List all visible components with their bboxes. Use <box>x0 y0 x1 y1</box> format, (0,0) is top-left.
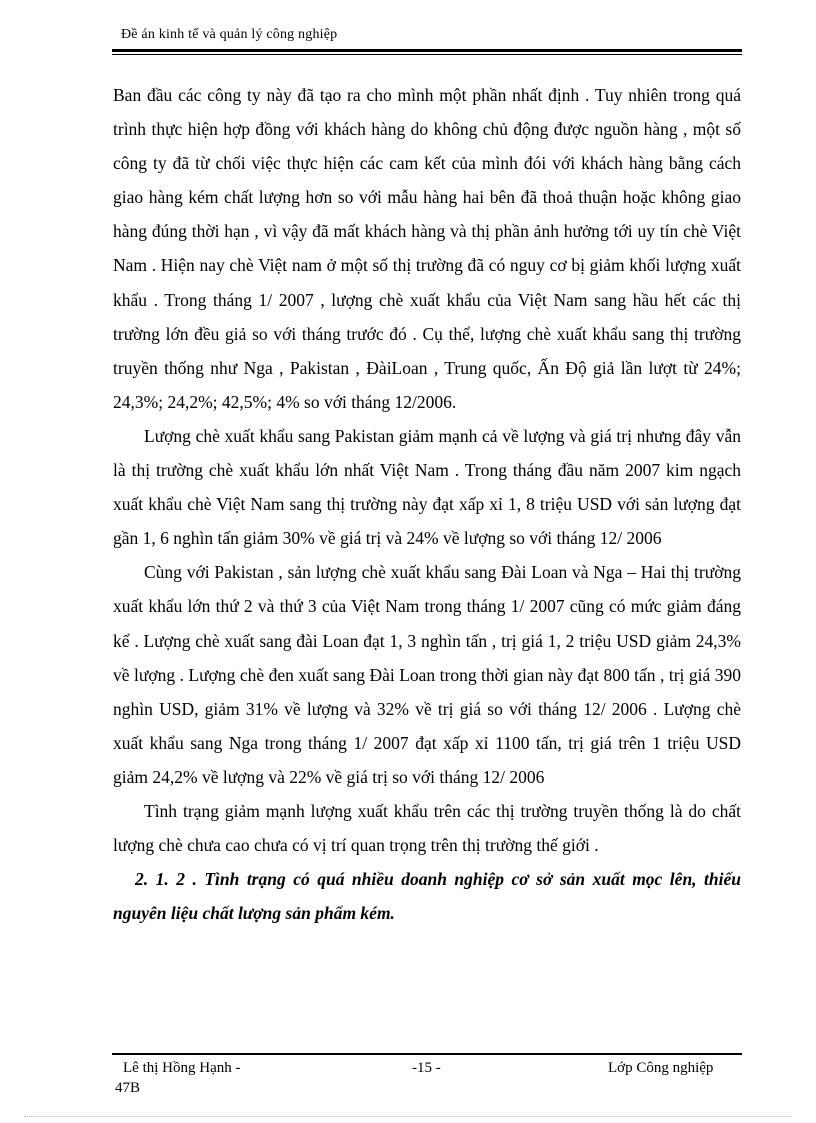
footer-author-name: Lê thị Hồng Hạnh - <box>123 1060 241 1076</box>
paragraph-1: Ban đầu các công ty này đã tạo ra cho mình một phần nhất định . Tuy nhiên trong quá trình thực hiện hợp đồng với khách hàng do không chủ động được nguồn hàng , một số công ty đã từ chối việc thực hiện các cam kết của mình đói với khách hàng bằng cách giao hàng kém chất lượng hơn so với mẫu hàng hai bên đã thoả thuận hoặc không giao hàng đúng thời hạn , vì vậy đã mất khách hàng và thị phần ảnh hưởng tới uy tín chè Việt Nam . Hiện nay chè Việt nam ở một số thị trường đã có nguy cơ bị giảm khối lượng xuất khẩu . Trong tháng 1/ 2007 , lượng chè xuất khẩu của Việt Nam sang hầu hết các thị trường lớn đều giả so với tháng trước đó . Cụ thể, lượng chè xuất khẩu sang thị trường truyền thống như Nga , Pakistan , ĐàiLoan , Trung quốc, Ấn Độ giả lần lượt từ 24%; 24,3%; 24,2%; 42,5%; 4% so với tháng 12/2006. <box>113 85 741 412</box>
footer-author-class-code: 47B <box>115 1080 141 1096</box>
section-heading: 2. 1. 2 . Tình trạng có quá nhiều doanh nghiệp cơ sở sản xuất mọc lên, thiếu nguyên liệu chất lượng sản phẩm kém. <box>113 869 741 924</box>
paragraph-3: Cùng với Pakistan , sản lượng chè xuất khẩu sang Đài Loan và Nga – Hai thị trường xuất khẩu lớn thứ 2 và thứ 3 của Việt Nam trong tháng 1/ 2007 cũng có mức giảm đáng kể . Lượng chè xuất sang đài Loan đạt 1, 3 nghìn tấn , trị giá 1, 2 triệu USD giảm 24,3% về lượng . Lượng chè đen xuất sang Đài Loan trong thời gian này đạt 800 tấn , trị giá 390 nghìn USD, giảm 31% về lượng và 32% về trị giá so với tháng 12/ 2006 . Lượng chè xuất khẩu sang Nga trong tháng 1/ 2007 đạt xấp xỉ 1100 tấn, trị giá trên 1 triệu USD giảm 24,2% về lượng và 22% về giá trị so với tháng 12/ 2006 <box>113 562 741 787</box>
paragraph-2: Lượng chè xuất khẩu sang Pakistan giảm mạnh cả về lượng và giá trị nhưng đây vẫn là thị trường chè xuất khẩu lớn nhất Việt Nam . Trong tháng đầu năm 2007 kim ngạch xuất khẩu chè Việt Nam sang thị trường này đạt xấp xỉ 1, 8 triệu USD với sản lượng đạt gần 1, 6 nghìn tấn giảm 30% về giá trị và 24% về lượng so với tháng 12/ 2006 <box>113 425 741 549</box>
header-rule <box>112 49 742 52</box>
footer-author <box>115 1058 275 1098</box>
header-rule-thin <box>112 54 742 55</box>
footer-class-name: Lớp Công nghiệp <box>608 1060 714 1076</box>
footer-rule <box>112 1053 742 1055</box>
page-header-title: Đề án kinh tế và quản lý công nghiệp <box>121 27 338 42</box>
paragraph-4: Tình trạng giảm mạnh lượng xuất khẩu trên các thị trường truyền thống là do chất lượng chè chưa cao chưa có vị trí quan trọng trên thị trường thế giới . <box>113 800 741 856</box>
page-bottom-border <box>24 1116 792 1117</box>
document-body <box>113 78 741 930</box>
page-number: -15 - <box>412 1060 441 1076</box>
